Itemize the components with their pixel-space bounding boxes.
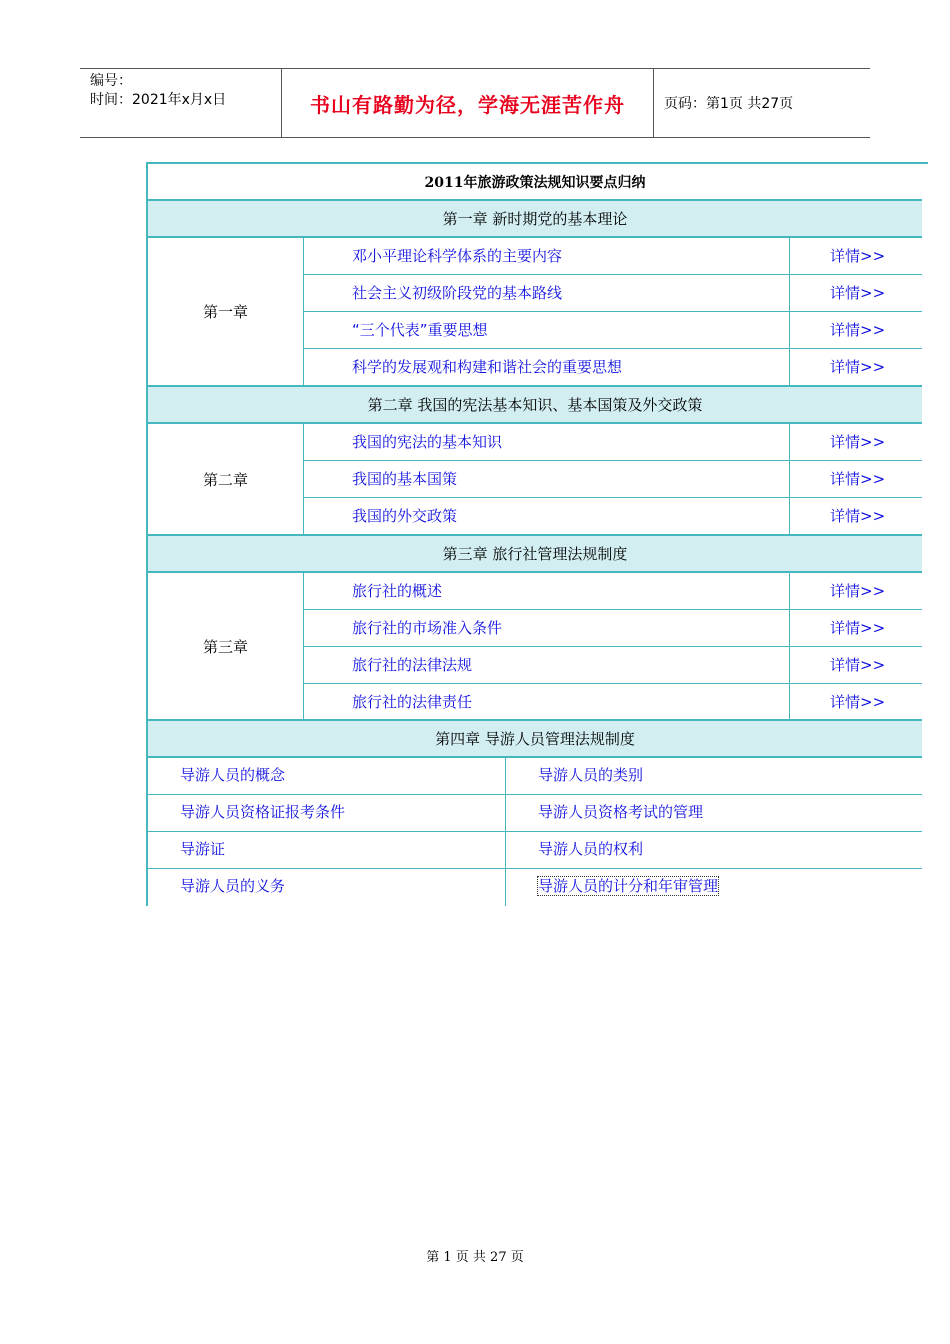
details-link[interactable]: 详情>> [789, 573, 922, 609]
details-link[interactable]: 详情>> [789, 647, 922, 683]
table-row [304, 238, 922, 275]
topic-link[interactable]: 旅行社的法律法规 [352, 656, 473, 674]
table-row [304, 498, 922, 535]
chapter-3-group [148, 573, 922, 721]
document-number: 编号： [90, 73, 132, 89]
grid-link[interactable]: 导游人员的权利 [506, 832, 922, 869]
topic-link[interactable]: 我国的基本国策 [352, 470, 458, 488]
details-link[interactable]: 详情>> [789, 610, 922, 646]
chapter-2-heading: 第二章 我国的宪法基本知识、基本国策及外交政策 [148, 387, 922, 424]
table-row [304, 647, 922, 684]
document-date: 时间：2021年x月x日 [90, 92, 227, 108]
chapter-1-label: 第一章 [148, 238, 304, 385]
details-link[interactable]: 详情>> [789, 349, 922, 385]
chapter-4-heading: 第四章 导游人员管理法规制度 [148, 721, 922, 758]
page-info: 页码：第1页 共27页 [664, 96, 794, 112]
topic-link[interactable]: 邓小平理论科学体系的主要内容 [352, 247, 563, 265]
chapter-4-grid [148, 758, 922, 906]
details-link[interactable]: 详情>> [789, 684, 922, 720]
page-footer: 第 1 页 共 27 页 [426, 1250, 524, 1265]
chapter-1-group [148, 238, 922, 387]
topic-link[interactable]: 社会主义初级阶段党的基本路线 [352, 284, 563, 302]
table-row [304, 610, 922, 647]
chapter-3-heading: 第三章 旅行社管理法规制度 [148, 536, 922, 573]
details-link[interactable]: 详情>> [789, 461, 922, 497]
policy-summary-table [146, 162, 928, 906]
details-link[interactable]: 详情>> [789, 312, 922, 348]
topic-link[interactable]: 旅行社的市场准入条件 [352, 619, 503, 637]
grid-link[interactable]: 导游人员的计分和年审管理 [538, 877, 719, 895]
table-row [304, 312, 922, 349]
topic-link[interactable]: 旅行社的法律责任 [352, 693, 473, 711]
details-link[interactable]: 详情>> [789, 275, 922, 311]
table-row [304, 275, 922, 312]
header-meta-cell [80, 69, 282, 137]
details-link[interactable]: 详情>> [789, 238, 922, 274]
details-link[interactable]: 详情>> [789, 498, 922, 534]
table-title: 2011年旅游政策法规知识要点归纳 [148, 164, 922, 201]
table-row [304, 349, 922, 386]
document-header [80, 68, 870, 138]
topic-link[interactable]: 我国的外交政策 [352, 507, 458, 525]
chapter-1-heading: 第一章 新时期党的基本理论 [148, 201, 922, 238]
grid-link[interactable]: 导游人员资格证报考条件 [148, 795, 506, 832]
topic-link[interactable]: “三个代表”重要思想 [352, 321, 488, 339]
chapter-2-label: 第二章 [148, 424, 304, 534]
grid-link[interactable]: 导游人员的类别 [506, 758, 922, 795]
table-row [304, 573, 922, 610]
chapter-2-group [148, 424, 922, 536]
header-motto-cell [282, 69, 654, 137]
chapter-3-label: 第三章 [148, 573, 304, 719]
grid-link[interactable]: 导游人员的概念 [148, 758, 506, 795]
grid-link[interactable]: 导游证 [148, 832, 506, 869]
details-link[interactable]: 详情>> [789, 424, 922, 460]
grid-link[interactable]: 导游人员资格考试的管理 [506, 795, 922, 832]
topic-link[interactable]: 旅行社的概述 [352, 582, 443, 600]
grid-link[interactable]: 导游人员的义务 [148, 869, 506, 906]
topic-link[interactable]: 我国的宪法的基本知识 [352, 433, 503, 451]
topic-link[interactable]: 科学的发展观和构建和谐社会的重要思想 [352, 358, 623, 376]
table-row [304, 461, 922, 498]
motto: 书山有路勤为径，学海无涯苦作舟 [310, 92, 625, 117]
header-page-cell [654, 69, 870, 137]
table-row [304, 424, 922, 461]
table-row [304, 684, 922, 721]
